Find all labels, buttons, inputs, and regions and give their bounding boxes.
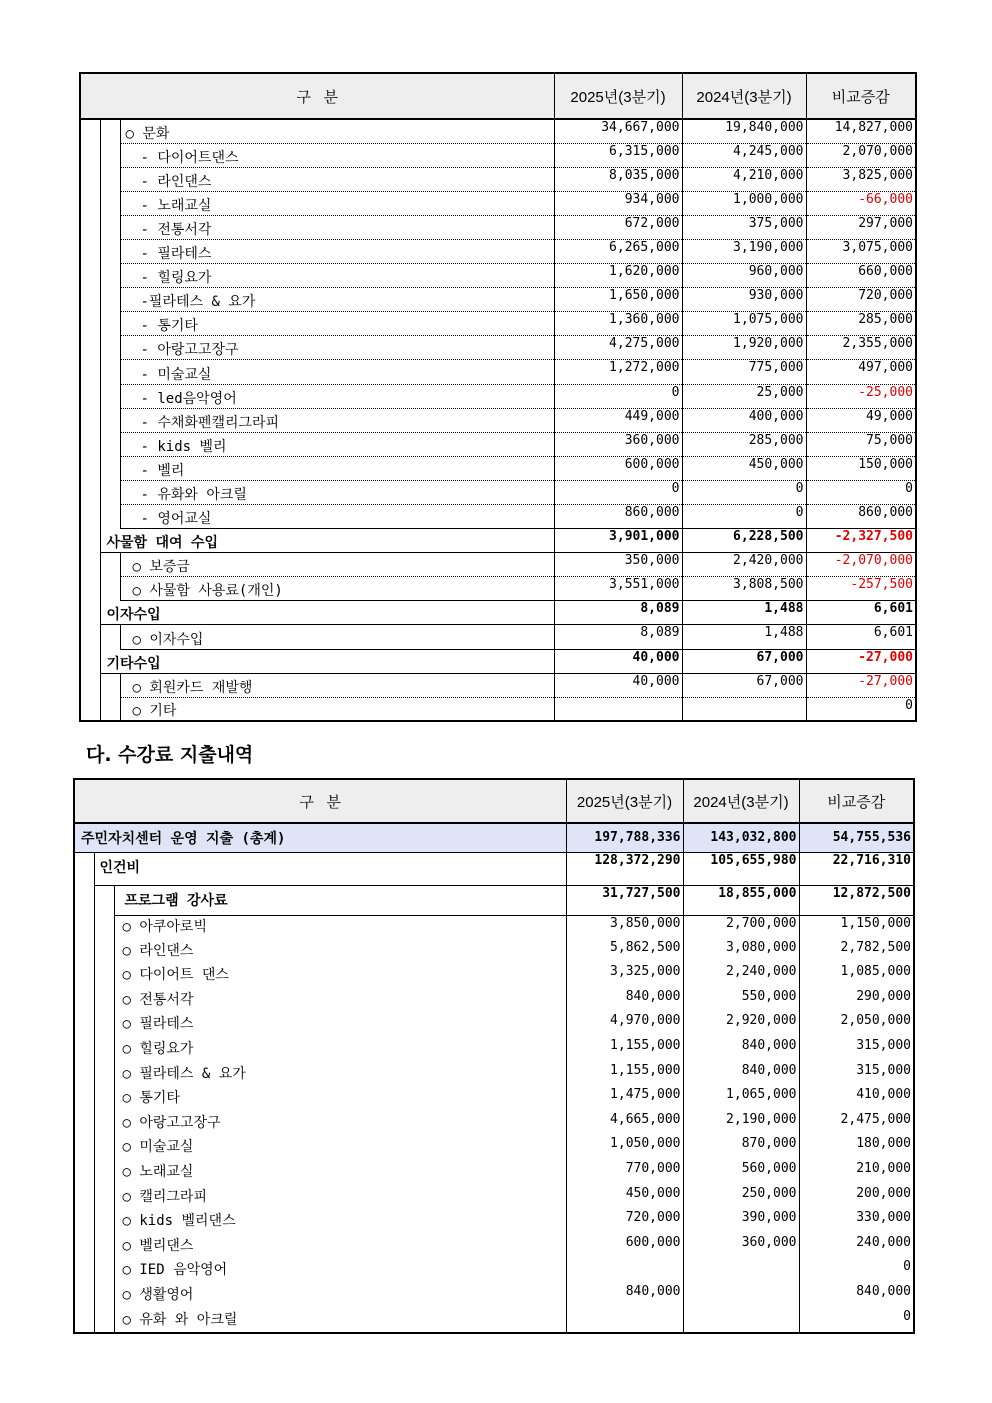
- row-value-change: 14,827,000: [806, 119, 916, 143]
- row-label: - 다이어트댄스: [120, 143, 554, 167]
- row-value-2024: 2,190,000: [683, 1112, 799, 1137]
- row-label: 이자수입: [100, 601, 554, 625]
- table-row: [74, 1063, 914, 1088]
- table-row: [80, 601, 916, 625]
- header-2024: 2024년(3분기): [682, 73, 806, 119]
- table-row: [74, 1309, 914, 1334]
- row-value-2024: [683, 1309, 799, 1334]
- row-value-2024: 400,000: [682, 408, 806, 432]
- row-value-change: 240,000: [799, 1235, 914, 1260]
- table-row: [80, 384, 916, 408]
- table-row: [74, 1235, 914, 1260]
- row-label: - 미술교실: [120, 360, 554, 384]
- row-value-2024: 3,808,500: [682, 577, 806, 601]
- row-value-2024: 1,000,000: [682, 191, 806, 215]
- row-label: ○ 라인댄스: [114, 940, 566, 965]
- row-label: - 영어교실: [120, 505, 554, 529]
- row-label: - 수채화펜캘리그라피: [120, 408, 554, 432]
- row-value-2024: 4,210,000: [682, 167, 806, 191]
- personnel-2025: 128,372,290: [566, 852, 683, 885]
- row-value-2024: 19,840,000: [682, 119, 806, 143]
- row-value-change: 6,601: [806, 625, 916, 649]
- row-value-2024: 2,920,000: [683, 1013, 799, 1038]
- income-table: [79, 72, 917, 722]
- table-row: [80, 529, 916, 553]
- row-value-2024: 930,000: [682, 288, 806, 312]
- row-value-change: 720,000: [806, 288, 916, 312]
- row-value-change: 6,601: [806, 601, 916, 625]
- row-value-2025: 1,155,000: [566, 1063, 683, 1088]
- row-value-change: 0: [799, 1259, 914, 1284]
- header-change: 비교증감: [799, 779, 914, 823]
- row-value-2025: 3,901,000: [554, 529, 682, 553]
- row-value-change: -2,327,500: [806, 529, 916, 553]
- table-row: [74, 940, 914, 965]
- row-value-2025: 600,000: [566, 1235, 683, 1260]
- row-label: ○ 필라테스: [114, 1013, 566, 1038]
- row-value-change: 200,000: [799, 1186, 914, 1211]
- row-label: ○ 이자수입: [120, 625, 554, 649]
- row-value-2025: 4,665,000: [566, 1112, 683, 1137]
- row-value-2025: 720,000: [566, 1210, 683, 1235]
- row-value-change: 330,000: [799, 1210, 914, 1235]
- row-value-2024: 360,000: [683, 1235, 799, 1260]
- row-label: ○ 전통서각: [114, 989, 566, 1014]
- row-value-2025: 600,000: [554, 456, 682, 480]
- table-row: [80, 505, 916, 529]
- row-value-2024: 840,000: [683, 1038, 799, 1063]
- row-value-2025: 1,475,000: [566, 1087, 683, 1112]
- table-row: [74, 1038, 914, 1063]
- row-value-2025: 6,315,000: [554, 143, 682, 167]
- row-value-2025: 3,850,000: [566, 915, 683, 940]
- row-value-2024: 840,000: [683, 1063, 799, 1088]
- row-value-change: -2,070,000: [806, 553, 916, 577]
- row-value-change: 660,000: [806, 264, 916, 288]
- row-value-2024: [682, 697, 806, 721]
- row-value-change: -27,000: [806, 673, 916, 697]
- row-value-2024: 3,080,000: [683, 940, 799, 965]
- instructor-2025: 31,727,500: [566, 885, 683, 915]
- row-label: ○ 다이어트 댄스: [114, 964, 566, 989]
- row-value-2024: 0: [682, 480, 806, 504]
- row-value-2024: 1,075,000: [682, 312, 806, 336]
- row-value-change: -257,500: [806, 577, 916, 601]
- header-2025: 2025년(3분기): [566, 779, 683, 823]
- row-value-2024: [683, 1259, 799, 1284]
- row-value-2024: 390,000: [683, 1210, 799, 1235]
- table-row: [80, 264, 916, 288]
- row-value-2024: 1,065,000: [683, 1087, 799, 1112]
- row-value-2025: 934,000: [554, 191, 682, 215]
- row-label: ○ 유화 와 아크릴: [114, 1309, 566, 1334]
- table-row: [80, 288, 916, 312]
- row-label: ○ 기타: [120, 697, 554, 721]
- row-value-2024: 25,000: [682, 384, 806, 408]
- row-value-2024: 2,700,000: [683, 915, 799, 940]
- row-value-2025: [566, 1259, 683, 1284]
- row-value-change: 315,000: [799, 1038, 914, 1063]
- row-value-2024: 4,245,000: [682, 143, 806, 167]
- row-label: ○ 문화: [120, 119, 554, 143]
- row-value-2025: 6,265,000: [554, 239, 682, 263]
- table-row: [80, 191, 916, 215]
- row-value-change: 2,050,000: [799, 1013, 914, 1038]
- row-label: -필라테스 & 요가: [120, 288, 554, 312]
- row-value-2025: 34,667,000: [554, 119, 682, 143]
- row-value-change: 3,825,000: [806, 167, 916, 191]
- row-value-2024: [683, 1284, 799, 1309]
- table-row: [74, 1284, 914, 1309]
- header-category: 구 분: [74, 779, 566, 823]
- table-row: [80, 625, 916, 649]
- table-row: [80, 673, 916, 697]
- row-value-change: -66,000: [806, 191, 916, 215]
- total-label: 주민자치센터 운영 지출 (총계): [74, 823, 566, 852]
- personnel-label: 인건비: [94, 852, 566, 885]
- instructor-change: 12,872,500: [799, 885, 914, 915]
- row-value-2025: 4,970,000: [566, 1013, 683, 1038]
- header-2024: 2024년(3분기): [683, 779, 799, 823]
- header-change: 비교증감: [806, 73, 916, 119]
- row-value-2024: 6,228,500: [682, 529, 806, 553]
- table-row: [80, 649, 916, 673]
- row-value-2025: 8,089: [554, 601, 682, 625]
- row-value-2025: 40,000: [554, 649, 682, 673]
- row-label: ○ 노래교실: [114, 1161, 566, 1186]
- row-value-2025: 672,000: [554, 215, 682, 239]
- row-value-change: 1,150,000: [799, 915, 914, 940]
- row-label: ○ 벨리댄스: [114, 1235, 566, 1260]
- row-value-2024: 3,190,000: [682, 239, 806, 263]
- row-value-2025: 770,000: [566, 1161, 683, 1186]
- row-label: ○ 통기타: [114, 1087, 566, 1112]
- row-value-2025: 450,000: [566, 1186, 683, 1211]
- row-label: - 전통서각: [120, 215, 554, 239]
- header-2025: 2025년(3분기): [554, 73, 682, 119]
- row-label: ○ 사물함 사용료(개인): [120, 577, 554, 601]
- row-label: ○ 미술교실: [114, 1136, 566, 1161]
- row-value-2024: 775,000: [682, 360, 806, 384]
- table-row: [80, 312, 916, 336]
- table-row: [74, 1013, 914, 1038]
- expense-table: [73, 778, 915, 1334]
- row-value-change: 2,782,500: [799, 940, 914, 965]
- row-value-change: 49,000: [806, 408, 916, 432]
- row-value-2025: 1,360,000: [554, 312, 682, 336]
- row-label: ○ 아쿠아로빅: [114, 915, 566, 940]
- row-value-2025: 4,275,000: [554, 336, 682, 360]
- row-value-change: 75,000: [806, 432, 916, 456]
- table-row: [74, 964, 914, 989]
- row-label: - 라인댄스: [120, 167, 554, 191]
- table-row: [74, 1210, 914, 1235]
- row-value-change: 3,075,000: [806, 239, 916, 263]
- table-row: [74, 1161, 914, 1186]
- row-value-2025: 1,272,000: [554, 360, 682, 384]
- row-value-2024: 1,488: [682, 625, 806, 649]
- row-value-change: -25,000: [806, 384, 916, 408]
- row-value-2025: [554, 697, 682, 721]
- row-value-change: 497,000: [806, 360, 916, 384]
- row-value-change: 285,000: [806, 312, 916, 336]
- row-value-2025: 840,000: [566, 989, 683, 1014]
- row-value-2025: 8,035,000: [554, 167, 682, 191]
- table-row: [74, 1136, 914, 1161]
- row-value-change: 410,000: [799, 1087, 914, 1112]
- row-value-2025: 1,050,000: [566, 1136, 683, 1161]
- row-label: ○ 필라테스 & 요가: [114, 1063, 566, 1088]
- row-value-2024: 2,420,000: [682, 553, 806, 577]
- row-value-change: 180,000: [799, 1136, 914, 1161]
- row-value-change: 0: [806, 480, 916, 504]
- row-value-2025: 1,620,000: [554, 264, 682, 288]
- row-value-change: -27,000: [806, 649, 916, 673]
- row-value-2024: 250,000: [683, 1186, 799, 1211]
- table-row: [80, 456, 916, 480]
- row-value-2024: 67,000: [682, 649, 806, 673]
- row-value-change: 2,475,000: [799, 1112, 914, 1137]
- total-2025: 197,788,336: [566, 823, 683, 852]
- row-value-2024: 550,000: [683, 989, 799, 1014]
- table-row: [74, 1186, 914, 1211]
- row-value-change: 1,085,000: [799, 964, 914, 989]
- table-row: [80, 480, 916, 504]
- row-value-2025: 0: [554, 480, 682, 504]
- row-label: ○ 회원카드 재발행: [120, 673, 554, 697]
- row-value-change: 2,070,000: [806, 143, 916, 167]
- row-value-change: 840,000: [799, 1284, 914, 1309]
- table-row: [80, 215, 916, 239]
- table-row: [74, 1087, 914, 1112]
- table-row: [80, 697, 916, 721]
- row-value-change: 290,000: [799, 989, 914, 1014]
- row-label: - 아랑고고장구: [120, 336, 554, 360]
- row-label: ○ 생활영어: [114, 1284, 566, 1309]
- row-value-change: 0: [806, 697, 916, 721]
- row-label: - led음악영어: [120, 384, 554, 408]
- row-value-2025: 860,000: [554, 505, 682, 529]
- row-label: 기타수입: [100, 649, 554, 673]
- table-row: [80, 577, 916, 601]
- table-row: [80, 239, 916, 263]
- row-value-2025: 360,000: [554, 432, 682, 456]
- instructor-label: 프로그램 강사료: [114, 885, 566, 915]
- table-row: [74, 989, 914, 1014]
- row-value-2025: [566, 1309, 683, 1334]
- row-value-2024: 870,000: [683, 1136, 799, 1161]
- row-value-change: 150,000: [806, 456, 916, 480]
- row-label: - 유화와 아크릴: [120, 480, 554, 504]
- instructor-2024: 18,855,000: [683, 885, 799, 915]
- row-label: ○ 아랑고고장구: [114, 1112, 566, 1137]
- row-value-2024: 450,000: [682, 456, 806, 480]
- row-value-2025: 5,862,500: [566, 940, 683, 965]
- total-2024: 143,032,800: [683, 823, 799, 852]
- table-row: [80, 167, 916, 191]
- row-value-2025: 1,650,000: [554, 288, 682, 312]
- row-value-2025: 840,000: [566, 1284, 683, 1309]
- row-value-2025: 40,000: [554, 673, 682, 697]
- row-label: - kids 벨리: [120, 432, 554, 456]
- row-label: 사물함 대여 수입: [100, 529, 554, 553]
- row-value-2024: 375,000: [682, 215, 806, 239]
- table-row: [80, 360, 916, 384]
- row-label: ○ 캘리그라피: [114, 1186, 566, 1211]
- row-value-change: 297,000: [806, 215, 916, 239]
- personnel-change: 22,716,310: [799, 852, 914, 885]
- row-value-change: 210,000: [799, 1161, 914, 1186]
- row-value-2025: 1,155,000: [566, 1038, 683, 1063]
- table-row: [80, 432, 916, 456]
- table-row: [74, 1112, 914, 1137]
- row-value-2025: 3,325,000: [566, 964, 683, 989]
- row-value-change: 0: [799, 1309, 914, 1334]
- row-value-2024: 560,000: [683, 1161, 799, 1186]
- row-value-change: 315,000: [799, 1063, 914, 1088]
- row-value-2024: 960,000: [682, 264, 806, 288]
- row-label: - 필라테스: [120, 239, 554, 263]
- header-category: 구 분: [80, 73, 554, 119]
- row-value-2024: 1,920,000: [682, 336, 806, 360]
- row-value-2024: 0: [682, 505, 806, 529]
- section-title: 다. 수강료 지출내역: [86, 744, 254, 766]
- row-label: - 벨리: [120, 456, 554, 480]
- row-value-2025: 350,000: [554, 553, 682, 577]
- table-row: [80, 553, 916, 577]
- row-value-2024: 67,000: [682, 673, 806, 697]
- row-value-2024: 1,488: [682, 601, 806, 625]
- row-value-2025: 3,551,000: [554, 577, 682, 601]
- row-label: ○ 보증금: [120, 553, 554, 577]
- row-label: ○ 힐링요가: [114, 1038, 566, 1063]
- row-value-change: 2,355,000: [806, 336, 916, 360]
- row-value-2024: 2,240,000: [683, 964, 799, 989]
- row-label: ○ kids 벨리댄스: [114, 1210, 566, 1235]
- row-value-2024: 285,000: [682, 432, 806, 456]
- table-row: [74, 1259, 914, 1284]
- row-label: - 힐링요가: [120, 264, 554, 288]
- row-value-change: 860,000: [806, 505, 916, 529]
- row-value-2025: 449,000: [554, 408, 682, 432]
- row-label: ○ IED 음악영어: [114, 1259, 566, 1284]
- row-value-2025: 0: [554, 384, 682, 408]
- table-row: [80, 408, 916, 432]
- total-change: 54,755,536: [799, 823, 914, 852]
- row-label: - 노래교실: [120, 191, 554, 215]
- table-row: [80, 336, 916, 360]
- table-row: [74, 915, 914, 940]
- table-row: [80, 119, 916, 143]
- table-row: [80, 143, 916, 167]
- row-value-2025: 8,089: [554, 625, 682, 649]
- row-label: - 통기타: [120, 312, 554, 336]
- personnel-2024: 105,655,980: [683, 852, 799, 885]
